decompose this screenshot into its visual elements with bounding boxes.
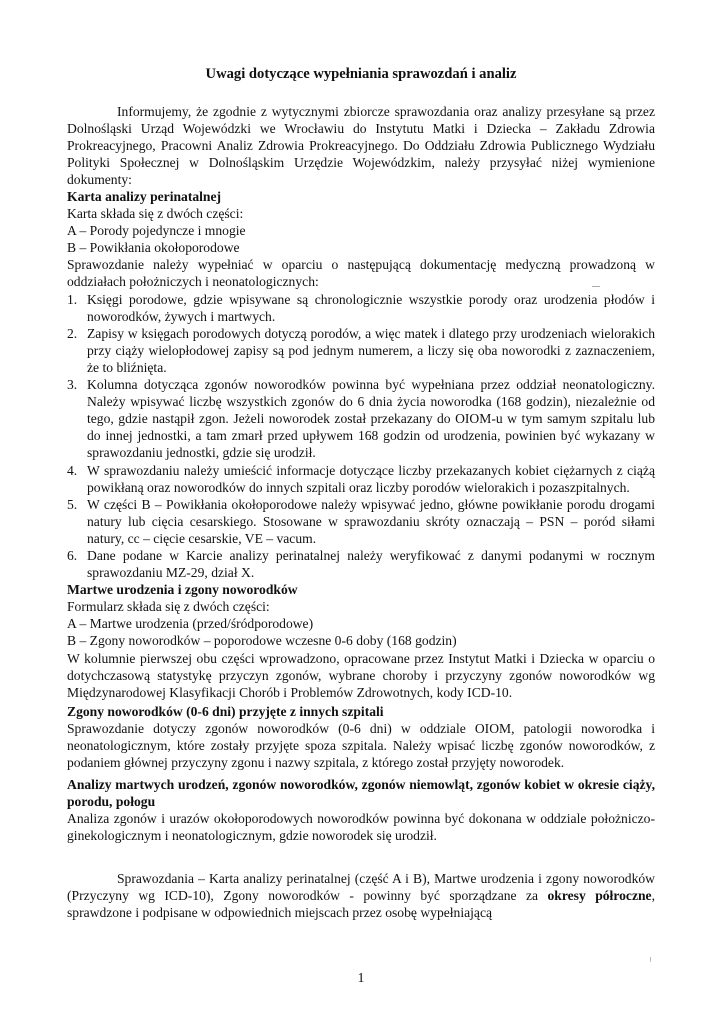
scan-mark: [592, 286, 600, 287]
list-item-text: W części B – Powikłania okołoporodowe należy wpisywać jedno, główne powikłanie porodu drogami natury lub cięcia cesarskiego. Stosowane w sprawozdaniu skróty oznaczają – PSN – poród siłami natury, cc – cięcie cesarskie, VE – vacum.: [87, 496, 655, 546]
list-item: [67, 291, 655, 325]
closing-text-after: , sprawdzone i podpisane w odpowiednich miejscach przez osobę wypełniającą: [67, 887, 655, 920]
list-item-number: 4.: [67, 462, 78, 478]
list-item-text: W sprawozdaniu należy umieścić informacje dotyczące liczby przekazanych kobiet ciężarnych z ciążą powikłaną oraz noworodków do innych szpitali oraz liczby porodów wielorakich i pozaszpitalnych.: [87, 462, 655, 495]
list-item-number: 3.: [67, 377, 78, 393]
section-heading-karta: Karta analizy perinatalnej: [67, 189, 222, 204]
section-martwe: [67, 581, 655, 701]
list-item-number: 1.: [67, 291, 78, 307]
list-item-number: 6.: [67, 547, 78, 563]
list-item-text: Kolumna dotycząca zgonów noworodków powinna być wypełniana przez oddział neonatologiczny. Należy wpisywać liczbę wszystkich zgonów do 6 dnia życia noworodka (168 godzin), niezależnie od tego, gdzie nastąpił zgon. Jeżeli noworodek został przekazany do OIOM-u w tym samym szpitalu lub do innej jednostki, a tam zmarł przed upływem 168 godzin od urodzenia, powinien być wykazany w sprawozdaniu jednostki, gdzie się urodził.: [87, 377, 655, 461]
list-item: [67, 376, 655, 461]
list-item-text: Zapisy w księgach porodowych dotyczą porodów, a więc matek i dlatego przy urodzeniach wielorakich przy ciąży wielopłodowej zapisy są pod jednym numerem, a liczy się oba noworodki z zaznaczeniem, że to bliźnięta.: [87, 325, 655, 375]
section-heading-martwe: Martwe urodzenia i zgony noworodków: [67, 582, 298, 598]
martwe-line-2: A – Martwe urodzenia (przed/śródporodowe): [67, 616, 314, 632]
spacer: [67, 845, 655, 870]
karta-line-1: Karta składa się z dwóch części:: [67, 206, 244, 222]
list-item: [67, 547, 655, 581]
closing-bold-okresy: okresy: [547, 887, 586, 903]
list-item-text: Księgi porodowe, gdzie wpisywane są chronologicznie wszystkie porody oraz urodzenia płodów i noworodków, żywych i martwych.: [87, 291, 655, 324]
section-heading-zgony: Zgony noworodków (0-6 dni) przyjęte z innych szpitali: [67, 703, 384, 719]
list-item-number: 5.: [67, 496, 78, 512]
document-body: [67, 188, 655, 921]
martwe-line-3: B – Zgony noworodków – poporodowe wczesne 0-6 doby (168 godzin): [67, 633, 457, 649]
martwe-paragraph: W kolumnie pierwszej obu części wprowadzono, opracowane przez Instytut Matki i Dziecka w oparciu o dotychczasową statystykę przyczyn zgonów, wybrane choroby i przyczyny zgonów noworodków wg Międzynarodowej Klasyfikacji Chorób i Problemów Zdrowotnych, kody ICD-10.: [67, 650, 655, 700]
list-item: [67, 325, 655, 376]
list-item: [67, 462, 655, 496]
section-analizy: [67, 776, 655, 844]
zgony-paragraph: Sprawozdanie dotyczy zgonów noworodków (0-6 dni) w oddziale OIOM, patologii noworodka i neonatologicznym, które zostały przyjęte spoza szpitala. Należy wpisać liczbę zgonów noworodków, z podaniem głównej przyczyny zgonu i nazwy szpitala, z którego został przyjęty noworodek.: [67, 720, 655, 771]
karta-line-2: A – Porody pojedyncze i mnogie: [67, 223, 246, 239]
closing-text-before: Sprawozdania – Karta analizy perinatalnej (część A i B), Martwe urodzenia i zgony noworodków (Przyczyny wg ICD-10), Zgony noworodków - powinny być sporządzane za: [67, 870, 655, 903]
section-zgony: [67, 703, 655, 771]
scan-mark: [650, 957, 651, 962]
section-heading-analizy: Analizy martwych urodzeń, zgonów noworodków, zgonów niemowląt, zgonów kobiet w okresie ciąży, porodu, połogu: [67, 777, 655, 810]
martwe-line-1: Formularz składa się z dwóch części:: [67, 599, 270, 615]
list-item-text: Dane podane w Karcie analizy perinatalnej należy weryfikować z danymi podanymi w rocznym sprawozdaniu MZ-29, dział X.: [87, 547, 655, 581]
page-number: 1: [357, 971, 365, 986]
list-item: [67, 496, 655, 547]
karta-paragraph: Sprawozdanie należy wypełniać w oparciu o następującą dokumentację medyczną prowadzoną w oddziałach położniczych i neonatologicznych:: [67, 257, 655, 290]
karta-line-3: B – Powikłania okołoporodowe: [67, 240, 240, 256]
intro-paragraph: Informujemy, że zgodnie z wytycznymi zbiorcze sprawozdania oraz analizy przesyłane są przez Dolnośląski Urząd Wojewódzki we Wrocławiu do Instytutu Matki i Dziecka – Zakładu Zdrowia Prokreacyjnego, Pracowni Analiz Zdrowia Prokreacyjnego. Do Oddziału Zdrowia Publicznego Wydziału Polityki Społecznej w Dolnośląskim Urzędzie Wojewódzkim, należy przysyłać niżej wymienione dokumenty:: [67, 104, 655, 188]
section-karta: [67, 188, 655, 581]
list-item-number: 2.: [67, 325, 78, 341]
closing-paragraph: [67, 870, 655, 921]
karta-list: [67, 291, 655, 582]
closing-bold-polroczne: półroczne: [595, 887, 652, 903]
analizy-paragraph: Analiza zgonów i urazów okołoporodowych noworodków powinna być dokonana w oddziale położniczo-ginekologicznym i neonatologicznym, gdzie noworodek się urodził.: [67, 811, 655, 844]
document-title: Uwagi dotyczące wypełniania sprawozdań i analiz: [205, 66, 517, 82]
